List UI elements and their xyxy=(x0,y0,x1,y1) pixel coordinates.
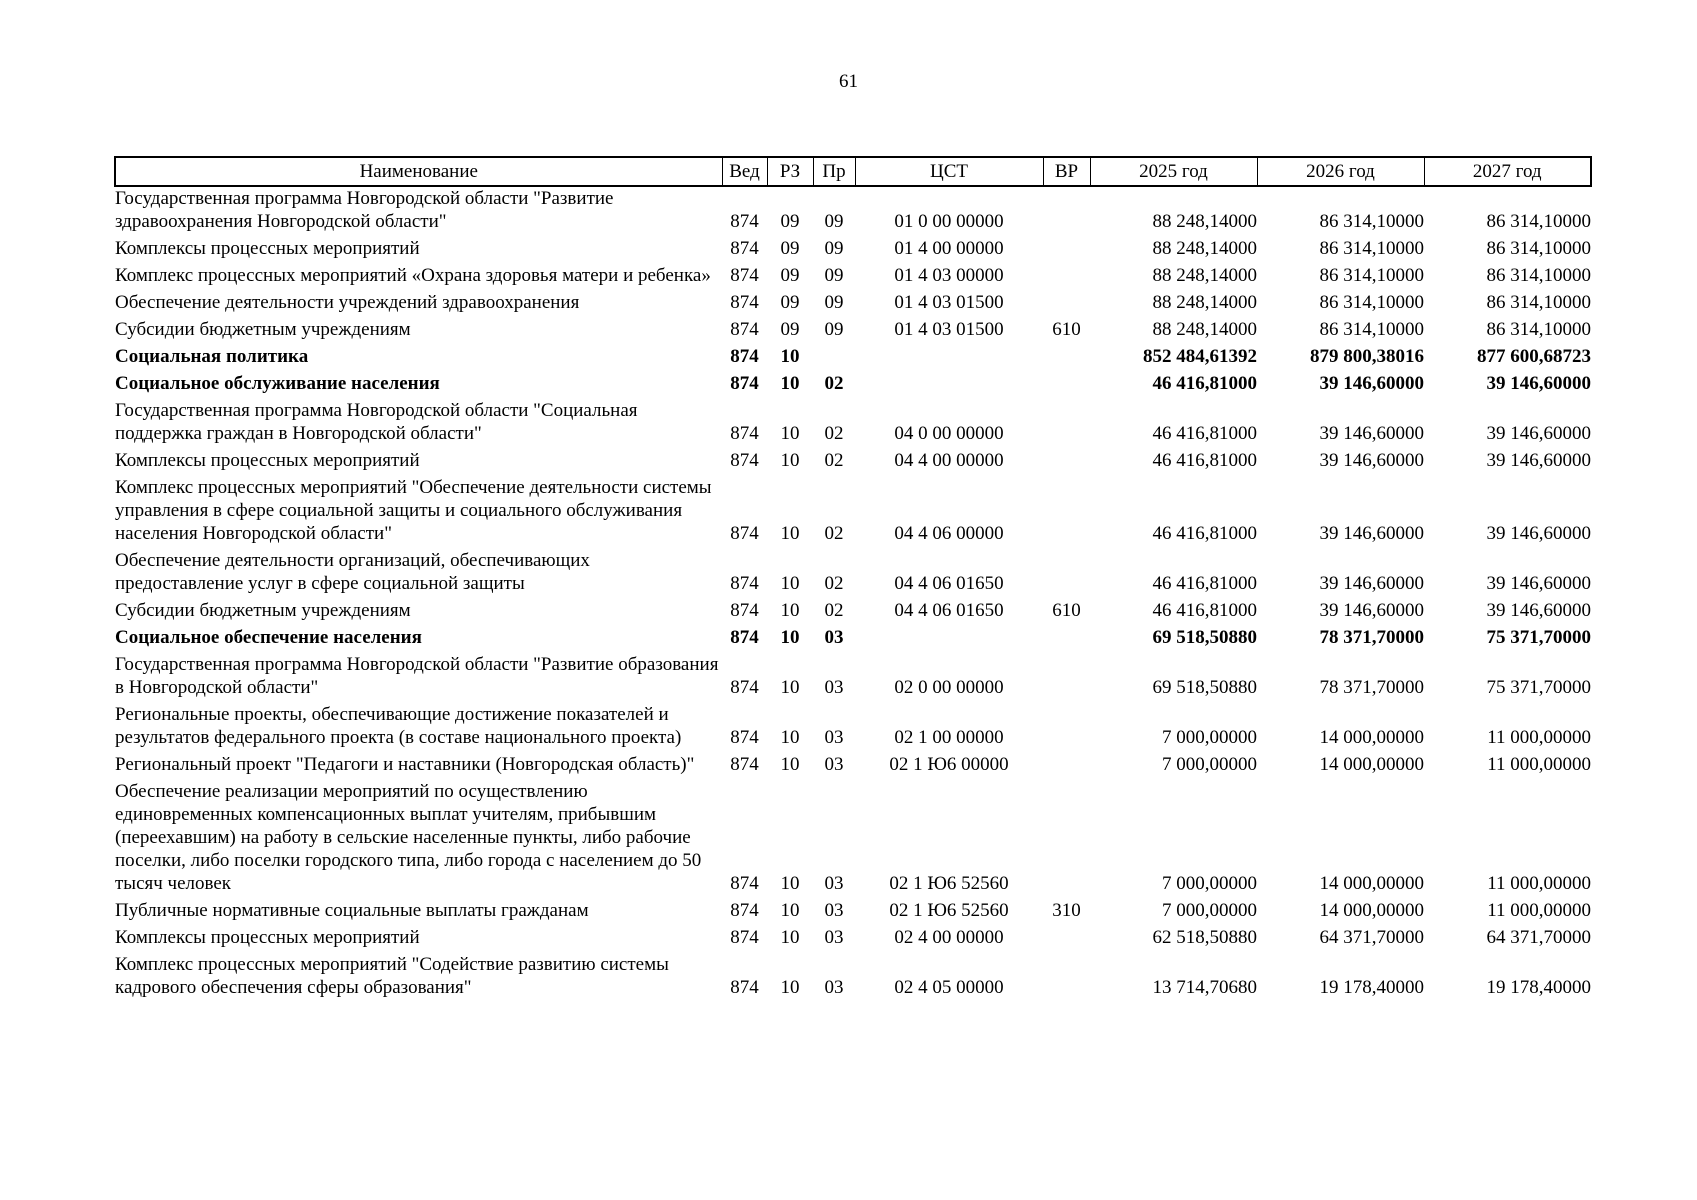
page-number: 61 xyxy=(839,71,858,92)
cell-vr xyxy=(1043,399,1090,449)
cell-2027: 86 314,10000 xyxy=(1486,292,1591,313)
cell-rz: 09 xyxy=(780,265,800,286)
cell-cst: 02 4 05 00000 xyxy=(894,977,1004,998)
header-2027: 2027 год xyxy=(1424,157,1591,186)
cell-name: Государственная программа Новгородской области "Развитие здравоохранения Новгородской области" xyxy=(115,188,614,232)
cell-cst: 04 4 06 00000 xyxy=(894,523,1004,544)
table-row xyxy=(115,186,1591,237)
cell-2026: 14 000,00000 xyxy=(1319,900,1424,921)
table-row xyxy=(115,599,1591,626)
cell-cst: 04 0 00 00000 xyxy=(894,423,1004,444)
table-row xyxy=(115,953,1591,1003)
cell-2027: 877 600,68723 xyxy=(1477,346,1591,367)
cell-rz: 10 xyxy=(780,873,800,894)
cell-name: Комплекс процессных мероприятий «Охрана здоровья матери и ребенка» xyxy=(115,265,711,286)
cell-name: Комплексы процессных мероприятий xyxy=(115,927,420,948)
cell-rz: 10 xyxy=(780,573,800,594)
cell-name: Комплексы процессных мероприятий xyxy=(115,450,420,471)
cell-name: Субсидии бюджетным учреждениям xyxy=(115,600,411,621)
cell-ved: 874 xyxy=(730,346,759,367)
cell-rz: 09 xyxy=(780,238,800,259)
cell-ved: 874 xyxy=(730,573,759,594)
cell-name: Государственная программа Новгородской области "Развитие образования в Новгородской области" xyxy=(115,654,719,698)
cell-pr xyxy=(813,345,855,372)
cell-2025: 46 416,81000 xyxy=(1152,573,1257,594)
cell-vr: 610 xyxy=(1052,319,1081,340)
cell-pr: 09 xyxy=(824,319,844,340)
cell-vr xyxy=(1043,653,1090,703)
cell-vr xyxy=(1043,372,1090,399)
cell-rz: 10 xyxy=(780,450,800,471)
cell-pr: 03 xyxy=(824,977,844,998)
header-2025: 2025 год xyxy=(1090,157,1257,186)
cell-2027: 19 178,40000 xyxy=(1486,977,1591,998)
cell-name: Социальное обслуживание населения xyxy=(115,373,440,394)
cell-2026: 86 314,10000 xyxy=(1319,265,1424,286)
table-row xyxy=(115,345,1591,372)
cell-rz: 10 xyxy=(780,373,800,394)
cell-pr: 02 xyxy=(824,523,844,544)
cell-pr: 09 xyxy=(824,292,844,313)
header-cst: ЦСТ xyxy=(855,157,1043,186)
table-row xyxy=(115,653,1591,703)
cell-ved: 874 xyxy=(730,211,759,232)
cell-2025: 46 416,81000 xyxy=(1152,523,1257,544)
cell-pr: 03 xyxy=(824,927,844,948)
table-row xyxy=(115,291,1591,318)
cell-2026: 78 371,70000 xyxy=(1319,627,1424,648)
cell-vr xyxy=(1043,237,1090,264)
cell-vr xyxy=(1043,953,1090,1003)
header-pr: Пр xyxy=(813,157,855,186)
header-vr: ВР xyxy=(1043,157,1090,186)
table-row xyxy=(115,926,1591,953)
table-row xyxy=(115,318,1591,345)
cell-cst: 02 1 Ю6 52560 xyxy=(889,900,1009,921)
cell-vr xyxy=(1043,703,1090,753)
cell-cst: 02 4 00 00000 xyxy=(894,927,1004,948)
cell-vr xyxy=(1043,345,1090,372)
cell-2025: 88 248,14000 xyxy=(1152,319,1257,340)
table-row xyxy=(115,372,1591,399)
cell-2027: 39 146,60000 xyxy=(1486,523,1591,544)
cell-cst: 02 1 Ю6 52560 xyxy=(889,873,1009,894)
cell-2026: 879 800,38016 xyxy=(1310,346,1424,367)
cell-ved: 874 xyxy=(730,265,759,286)
cell-vr xyxy=(1043,449,1090,476)
cell-vr xyxy=(1043,291,1090,318)
table-row xyxy=(115,237,1591,264)
cell-2025: 69 518,50880 xyxy=(1152,627,1257,648)
cell-name: Социальная политика xyxy=(115,346,309,367)
cell-ved: 874 xyxy=(730,423,759,444)
cell-2026: 64 371,70000 xyxy=(1319,927,1424,948)
cell-2025: 46 416,81000 xyxy=(1152,423,1257,444)
cell-2025: 46 416,81000 xyxy=(1152,450,1257,471)
cell-2026: 39 146,60000 xyxy=(1319,450,1424,471)
table-row xyxy=(115,626,1591,653)
cell-2025: 7 000,00000 xyxy=(1162,754,1257,775)
cell-2026: 78 371,70000 xyxy=(1319,677,1424,698)
cell-2027: 39 146,60000 xyxy=(1486,573,1591,594)
cell-2027: 11 000,00000 xyxy=(1487,754,1591,775)
cell-pr: 09 xyxy=(824,211,844,232)
cell-name: Субсидии бюджетным учреждениям xyxy=(115,319,411,340)
cell-pr: 02 xyxy=(824,373,844,394)
cell-name: Государственная программа Новгородской области "Социальная поддержка граждан в Новгородской области" xyxy=(115,400,638,444)
cell-2027: 86 314,10000 xyxy=(1486,319,1591,340)
cell-rz: 09 xyxy=(780,292,800,313)
header-rz: РЗ xyxy=(767,157,813,186)
table-header-row xyxy=(115,157,1591,186)
cell-cst: 02 1 00 00000 xyxy=(894,727,1004,748)
cell-rz: 09 xyxy=(780,319,800,340)
cell-rz: 10 xyxy=(780,754,800,775)
cell-2027: 86 314,10000 xyxy=(1486,238,1591,259)
cell-name: Социальное обеспечение населения xyxy=(115,627,422,648)
header-name: Наименование xyxy=(115,157,722,186)
cell-cst: 01 0 00 00000 xyxy=(894,211,1004,232)
cell-pr: 02 xyxy=(824,423,844,444)
table-row xyxy=(115,703,1591,753)
table-row xyxy=(115,899,1591,926)
table-row xyxy=(115,449,1591,476)
cell-rz: 10 xyxy=(780,346,800,367)
cell-2025: 7 000,00000 xyxy=(1162,727,1257,748)
cell-name: Комплекс процессных мероприятий "Содействие развитию системы кадрового обеспечения сферы образования" xyxy=(115,954,669,998)
cell-ved: 874 xyxy=(730,927,759,948)
cell-vr xyxy=(1043,626,1090,653)
cell-ved: 874 xyxy=(730,977,759,998)
cell-cst xyxy=(855,372,1043,399)
cell-pr: 02 xyxy=(824,450,844,471)
cell-ved: 874 xyxy=(730,523,759,544)
cell-ved: 874 xyxy=(730,727,759,748)
cell-pr: 02 xyxy=(824,573,844,594)
cell-pr: 02 xyxy=(824,600,844,621)
cell-rz: 10 xyxy=(780,677,800,698)
cell-cst: 02 1 Ю6 00000 xyxy=(889,754,1009,775)
cell-ved: 874 xyxy=(730,292,759,313)
cell-2025: 13 714,70680 xyxy=(1152,977,1257,998)
cell-2025: 62 518,50880 xyxy=(1152,927,1257,948)
cell-2027: 11 000,00000 xyxy=(1487,727,1591,748)
cell-name: Региональные проекты, обеспечивающие достижение показателей и результатов федерального проекта (в составе национального проекта) xyxy=(115,704,682,748)
cell-2025: 46 416,81000 xyxy=(1152,600,1257,621)
cell-cst: 01 4 00 00000 xyxy=(894,238,1004,259)
cell-2026: 86 314,10000 xyxy=(1319,211,1424,232)
cell-cst: 01 4 03 01500 xyxy=(894,319,1004,340)
cell-2026: 14 000,00000 xyxy=(1319,754,1424,775)
cell-pr: 03 xyxy=(824,727,844,748)
cell-name: Обеспечение реализации мероприятий по осуществлению единовременных компенсационных выплат учителям, прибывшим (переехавшим) на работу в сельские населенные пункты, либо рабочие поселки, либо поселки городского типа, либо города с населением до 50 тысяч человек xyxy=(115,781,702,894)
cell-name: Комплексы процессных мероприятий xyxy=(115,238,420,259)
cell-2025: 7 000,00000 xyxy=(1162,900,1257,921)
cell-2027: 75 371,70000 xyxy=(1486,627,1591,648)
cell-pr: 03 xyxy=(824,754,844,775)
cell-2026: 14 000,00000 xyxy=(1319,727,1424,748)
cell-ved: 874 xyxy=(730,238,759,259)
cell-2025: 46 416,81000 xyxy=(1152,373,1257,394)
cell-2025: 88 248,14000 xyxy=(1152,238,1257,259)
cell-pr: 09 xyxy=(824,265,844,286)
cell-rz: 10 xyxy=(780,900,800,921)
cell-2027: 86 314,10000 xyxy=(1486,265,1591,286)
cell-2027: 75 371,70000 xyxy=(1486,677,1591,698)
cell-2027: 86 314,10000 xyxy=(1486,211,1591,232)
cell-2027: 39 146,60000 xyxy=(1486,600,1591,621)
cell-ved: 874 xyxy=(730,677,759,698)
table-body xyxy=(115,186,1591,1003)
cell-vr xyxy=(1043,780,1090,899)
cell-2026: 39 146,60000 xyxy=(1319,573,1424,594)
cell-ved: 874 xyxy=(730,627,759,648)
cell-rz: 09 xyxy=(780,211,800,232)
cell-2025: 852 484,61392 xyxy=(1143,346,1257,367)
cell-name: Региональный проект "Педагоги и наставники (Новгородская область)" xyxy=(115,754,695,775)
cell-2025: 88 248,14000 xyxy=(1152,265,1257,286)
cell-vr xyxy=(1043,926,1090,953)
table-row xyxy=(115,476,1591,549)
cell-vr: 610 xyxy=(1052,600,1081,621)
cell-rz: 10 xyxy=(780,927,800,948)
cell-ved: 874 xyxy=(730,450,759,471)
cell-2026: 86 314,10000 xyxy=(1319,292,1424,313)
cell-cst xyxy=(855,345,1043,372)
table-row xyxy=(115,549,1591,599)
table-row xyxy=(115,399,1591,449)
cell-2026: 86 314,10000 xyxy=(1319,238,1424,259)
cell-vr xyxy=(1043,753,1090,780)
cell-pr: 03 xyxy=(824,873,844,894)
cell-pr: 03 xyxy=(824,677,844,698)
cell-2025: 69 518,50880 xyxy=(1152,677,1257,698)
cell-ved: 874 xyxy=(730,754,759,775)
cell-2025: 7 000,00000 xyxy=(1162,873,1257,894)
cell-rz: 10 xyxy=(780,423,800,444)
cell-2026: 19 178,40000 xyxy=(1319,977,1424,998)
cell-2027: 39 146,60000 xyxy=(1486,423,1591,444)
cell-rz: 10 xyxy=(780,523,800,544)
cell-rz: 10 xyxy=(780,727,800,748)
cell-2027: 11 000,00000 xyxy=(1487,900,1591,921)
cell-ved: 874 xyxy=(730,873,759,894)
cell-2025: 88 248,14000 xyxy=(1152,292,1257,313)
cell-2026: 14 000,00000 xyxy=(1319,873,1424,894)
cell-cst: 01 4 03 01500 xyxy=(894,292,1004,313)
cell-name: Обеспечение деятельности учреждений здравоохранения xyxy=(115,292,580,313)
cell-2027: 39 146,60000 xyxy=(1486,450,1591,471)
cell-ved: 874 xyxy=(730,373,759,394)
cell-rz: 10 xyxy=(780,627,800,648)
cell-pr: 03 xyxy=(824,900,844,921)
cell-2025: 88 248,14000 xyxy=(1152,211,1257,232)
cell-vr: 310 xyxy=(1052,900,1081,921)
cell-vr xyxy=(1043,476,1090,549)
cell-cst xyxy=(855,626,1043,653)
cell-cst: 04 4 06 01650 xyxy=(894,573,1004,594)
cell-vr xyxy=(1043,186,1090,237)
cell-rz: 10 xyxy=(780,977,800,998)
cell-2026: 39 146,60000 xyxy=(1319,523,1424,544)
table-row xyxy=(115,780,1591,899)
table-row xyxy=(115,264,1591,291)
header-2026: 2026 год xyxy=(1257,157,1424,186)
cell-cst: 01 4 03 00000 xyxy=(894,265,1004,286)
cell-cst: 04 4 00 00000 xyxy=(894,450,1004,471)
cell-ved: 874 xyxy=(730,319,759,340)
header-ved: Вед xyxy=(722,157,767,186)
table-row xyxy=(115,753,1591,780)
cell-2027: 64 371,70000 xyxy=(1486,927,1591,948)
cell-ved: 874 xyxy=(730,600,759,621)
cell-ved: 874 xyxy=(730,900,759,921)
cell-vr xyxy=(1043,549,1090,599)
cell-pr: 09 xyxy=(824,238,844,259)
cell-vr xyxy=(1043,264,1090,291)
cell-name: Публичные нормативные социальные выплаты гражданам xyxy=(115,900,589,921)
cell-2027: 11 000,00000 xyxy=(1487,873,1591,894)
cell-name: Обеспечение деятельности организаций, обеспечивающих предоставление услуг в сфере социальной защиты xyxy=(115,550,590,594)
cell-2027: 39 146,60000 xyxy=(1486,373,1591,394)
cell-cst: 02 0 00 00000 xyxy=(894,677,1004,698)
cell-2026: 39 146,60000 xyxy=(1319,600,1424,621)
budget-table xyxy=(114,156,1592,1003)
cell-2026: 39 146,60000 xyxy=(1319,423,1424,444)
cell-rz: 10 xyxy=(780,600,800,621)
cell-pr: 03 xyxy=(824,627,844,648)
cell-2026: 86 314,10000 xyxy=(1319,319,1424,340)
cell-name: Комплекс процессных мероприятий "Обеспечение деятельности системы управления в сфере социальной защиты и социального обслуживания населения Новгородской области" xyxy=(115,477,712,544)
cell-cst: 04 4 06 01650 xyxy=(894,600,1004,621)
cell-2026: 39 146,60000 xyxy=(1319,373,1424,394)
